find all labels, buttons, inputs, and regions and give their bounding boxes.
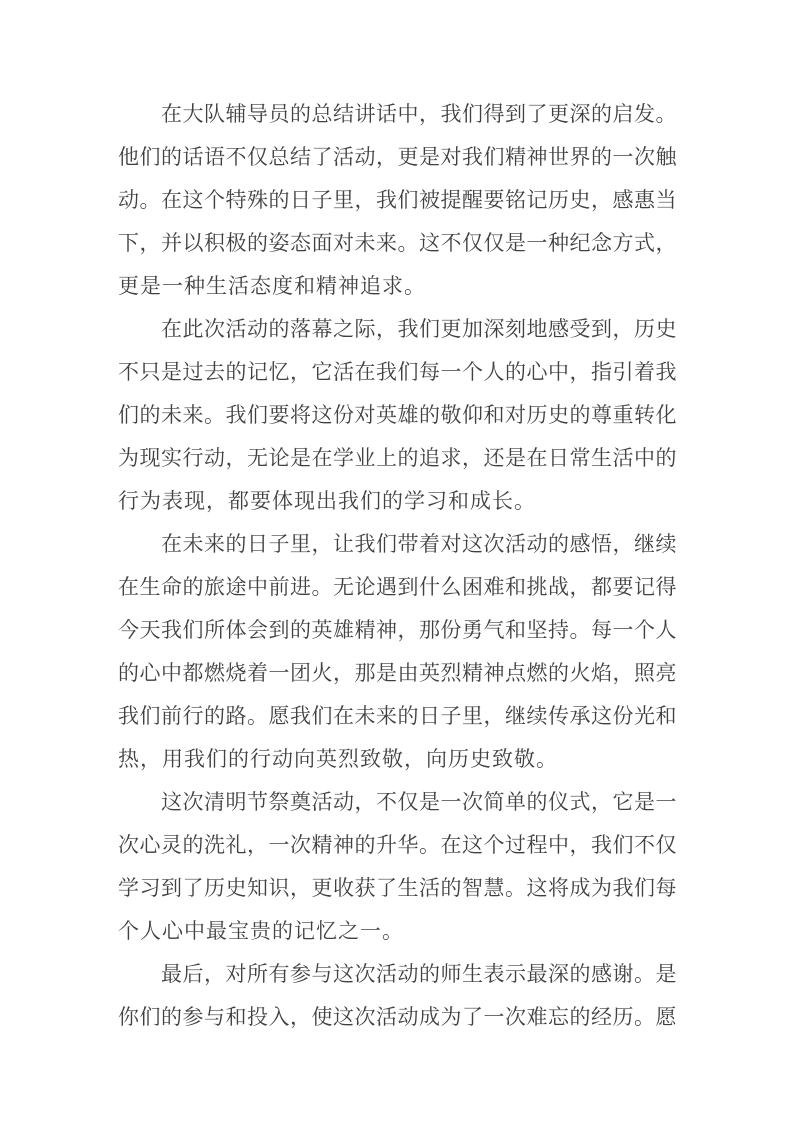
text-line: 个人心中最宝贵的记忆之一。	[118, 919, 404, 943]
text-line: 更是一种生活态度和精神追求。	[118, 274, 426, 298]
text-line: 最后，对所有参与这次活动的师生表示最深的感谢。是	[161, 962, 677, 986]
text-line: 今天我们所体会到的英雄精神，那份勇气和坚持。每一个人	[118, 618, 677, 642]
text-line: 行为表现，都要体现出我们的学习和成长。	[118, 489, 536, 513]
paragraph	[118, 523, 676, 781]
text-line: 次心灵的洗礼，一次精神的升华。在这个过程中，我们不仅	[118, 833, 677, 857]
text-line: 这次清明节祭奠活动，不仅是一次简单的仪式，它是一	[161, 790, 677, 814]
text-line: 们的未来。我们要将这份对英雄的敬仰和对历史的尊重转化	[118, 403, 677, 427]
text-line: 下，并以积极的姿态面对未来。这不仅仅是一种纪念方式，	[118, 231, 677, 255]
text-line: 你们的参与和投入，使这次活动成为了一次难忘的经历。愿	[118, 1005, 677, 1029]
text-line: 在生命的旅途中前进。无论遇到什么困难和挑战，都要记得	[118, 575, 677, 599]
paragraph	[118, 308, 676, 523]
paragraph	[118, 781, 676, 953]
text-line: 的心中都燃烧着一团火，那是由英烈精神点燃的火焰，照亮	[118, 661, 677, 685]
text-line: 动。在这个特殊的日子里，我们被提醒要铭记历史，感惠当	[118, 188, 677, 212]
paragraph	[118, 93, 676, 308]
text-line: 在未来的日子里，让我们带着对这次活动的感悟，继续	[161, 532, 677, 556]
text-line: 在大队辅导员的总结讲话中，我们得到了更深的启发。	[161, 102, 677, 126]
text-line: 学习到了历史知识，更收获了生活的智慧。这将成为我们每	[118, 876, 677, 900]
text-line: 为现实行动，无论是在学业上的追求，还是在日常生活中的	[118, 446, 677, 470]
text-line: 不只是过去的记忆，它活在我们每一个人的心中，指引着我	[118, 360, 677, 384]
paragraph	[118, 953, 676, 1039]
text-line: 热，用我们的行动向英烈致敬，向历史致敬。	[118, 747, 558, 771]
text-line: 在此次活动的落幕之际，我们更加深刻地感受到，历史	[161, 317, 677, 341]
text-line: 我们前行的路。愿我们在未来的日子里，继续传承这份光和	[118, 704, 677, 728]
text-line: 他们的话语不仅总结了活动，更是对我们精神世界的一次触	[118, 145, 677, 169]
